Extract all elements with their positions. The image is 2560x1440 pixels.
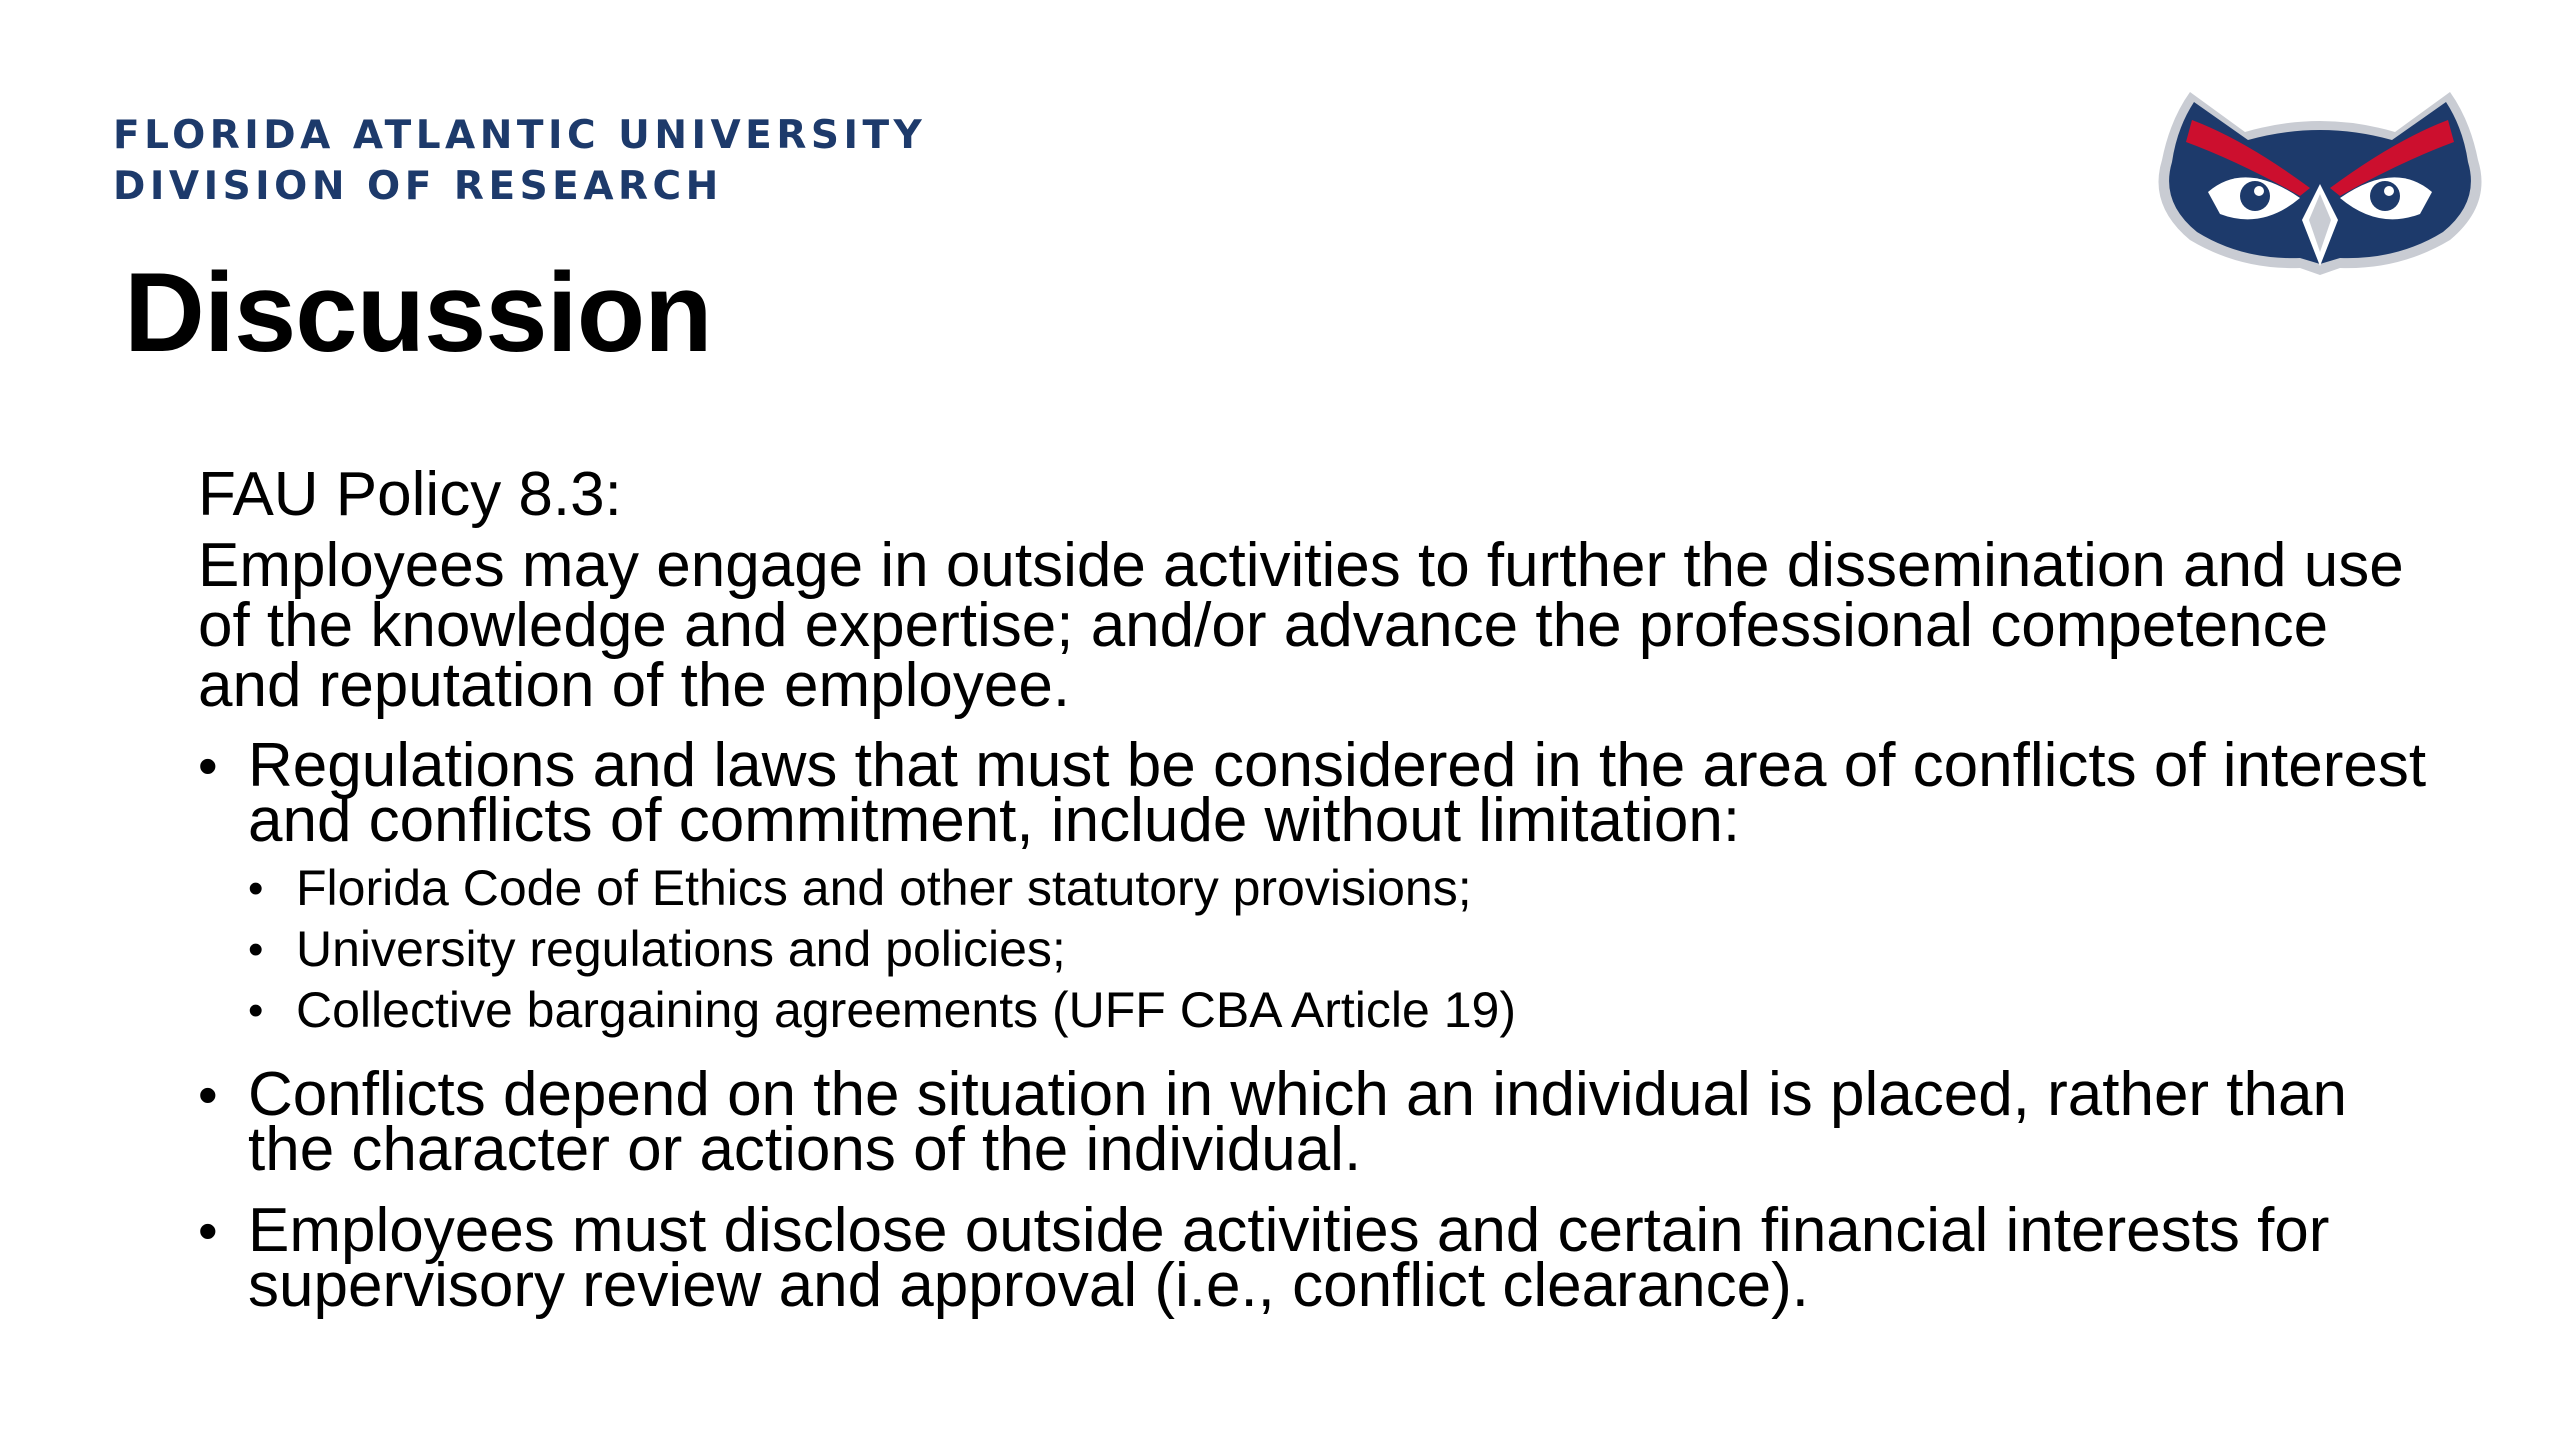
org-name (113, 110, 926, 212)
bullet-list (198, 731, 2448, 1320)
policy-text: Employees may engage in outside activities to further the dissemination and use of the knowledge and expertise; and/or advance the professional competence and reputation of the employee. (198, 531, 2404, 720)
slide-body (198, 462, 2448, 1339)
owl-logo-icon (2150, 80, 2490, 275)
sub-bullet-item: • Collective bargaining agreements (UFF CBA Article 19) (248, 980, 2448, 1041)
org-name-line2: DIVISION OF RESEARCH (113, 164, 723, 209)
policy-intro (198, 460, 2448, 720)
sub-bullet-item: • Florida Code of Ethics and other statutory provisions; (248, 858, 2448, 919)
policy-heading: FAU Policy 8.3: (198, 460, 622, 529)
bullet-text: Conflicts depend on the situation in which an individual is placed, rather than the character or actions of the individual. (248, 1060, 2347, 1184)
slide-title: Discussion (124, 250, 712, 375)
sub-bullet-list (248, 858, 2448, 1041)
org-name-line1: FLORIDA ATLANTIC UNIVERSITY (113, 113, 927, 158)
bullet-text: Employees must disclose outside activities and certain financial interests for supervisory review and approval (i.e., conflict clearance). (248, 1196, 2330, 1320)
bullet-text: Regulations and laws that must be considered in the area of conflicts of interest and conflicts of commitment, include without limitation: (248, 731, 2427, 855)
bullet-item (198, 731, 2448, 1041)
sub-bullet-item: • University regulations and policies; (248, 919, 2448, 980)
bullet-item (198, 1196, 2448, 1320)
bullet-item (198, 1060, 2448, 1184)
